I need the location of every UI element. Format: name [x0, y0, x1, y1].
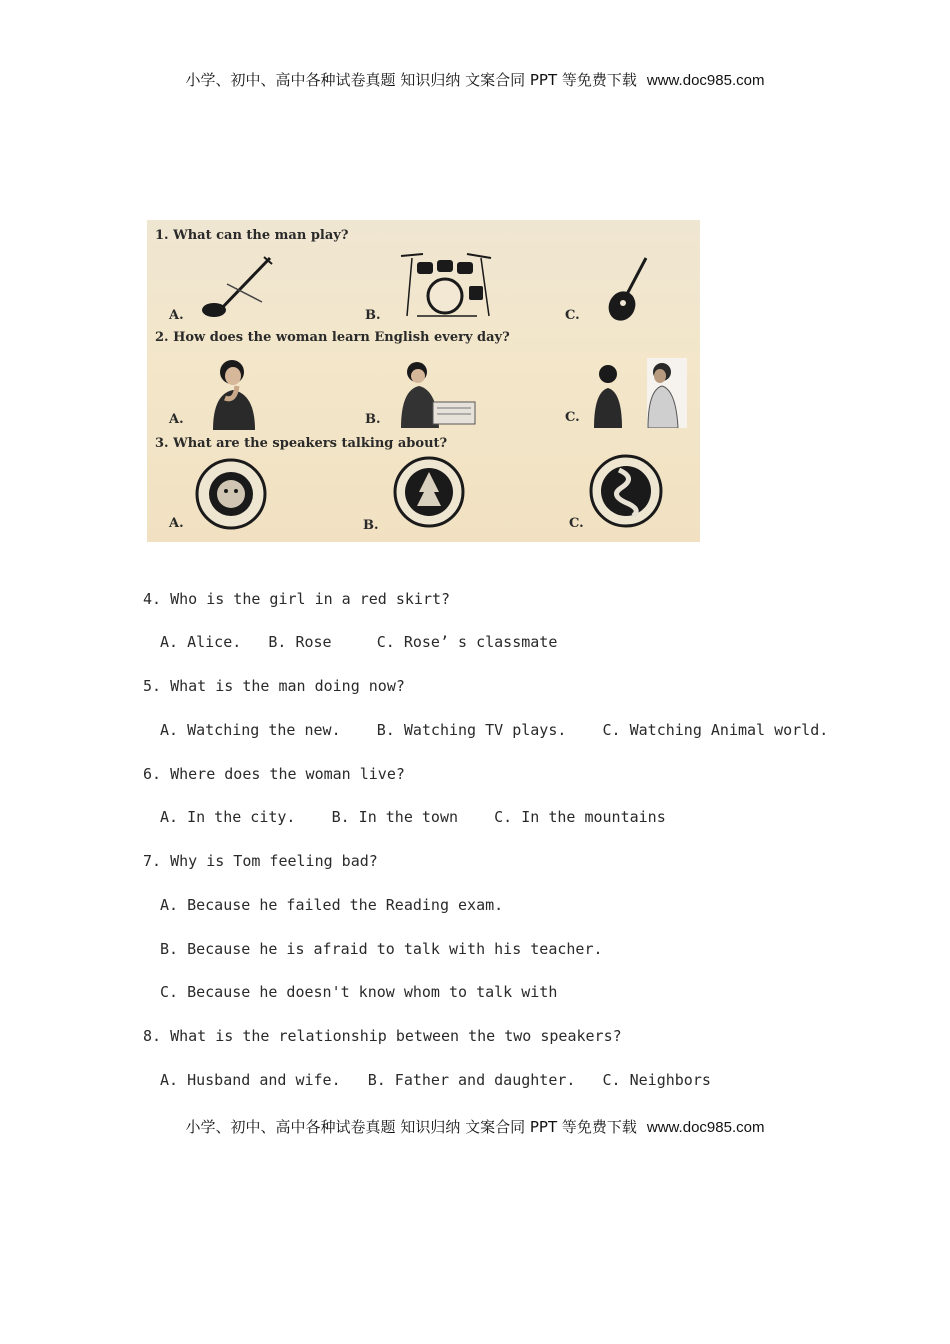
image-q1-option-b: B.	[365, 308, 381, 323]
image-q3-option-c: C.	[569, 516, 584, 531]
image-q3-option-b: B.	[363, 518, 379, 533]
header-text: 小学、初中、高中各种试卷真题 知识归纳 文案合同 PPT 等免费下载	[185, 71, 637, 89]
image-q2-option-c: C.	[565, 410, 580, 425]
animals-seal-icon	[195, 458, 267, 530]
question-4-options: A. Alice. B. Rose C. Rose’ s classmate	[160, 633, 558, 651]
header-url[interactable]: www.doc985.com	[646, 72, 765, 89]
image-q1-option-c: C.	[565, 308, 580, 323]
question-7-option-b: B. Because he is afraid to talk with his teacher.	[160, 940, 603, 958]
question-8-options: A. Husband and wife. B. Father and daughter. C. Neighbors	[160, 1071, 711, 1089]
question-5-options: A. Watching the new. B. Watching TV plays. C. Watching Animal world.	[160, 721, 829, 739]
question-5: 5. What is the man doing now?	[143, 677, 405, 695]
guitar-icon	[602, 256, 652, 326]
image-question-1: 1. What can the man play?	[155, 228, 349, 243]
woman-thinking-icon	[207, 354, 263, 430]
footer-text: 小学、初中、高中各种试卷真题 知识归纳 文案合同 PPT 等免费下载	[185, 1118, 637, 1136]
person-reading-icon	[399, 358, 479, 428]
question-8: 8. What is the relationship between the two speakers?	[143, 1027, 622, 1045]
image-q1-option-a: A.	[169, 308, 184, 323]
drum-kit-icon	[397, 250, 497, 320]
picture-questions-image	[147, 220, 700, 542]
question-7-option-a: A. Because he failed the Reading exam.	[160, 896, 504, 914]
footer-url[interactable]: www.doc985.com	[646, 1119, 765, 1136]
question-6-options: A. In the city. B. In the town C. In the mountains	[160, 808, 666, 826]
image-q2-option-b: B.	[365, 412, 381, 427]
plants-seal-icon	[393, 456, 465, 528]
question-6: 6. Where does the woman live?	[143, 765, 405, 783]
footer-banner	[0, 1116, 950, 1137]
question-4: 4. Who is the girl in a red skirt?	[143, 590, 451, 608]
question-7-option-c: C. Because he doesn't know whom to talk with	[160, 983, 558, 1001]
erhu-icon	[192, 254, 282, 319]
image-q2-option-a: A.	[169, 412, 184, 427]
question-7: 7. Why is Tom feeling bad?	[143, 852, 378, 870]
two-people-talking-icon	[592, 358, 687, 428]
image-question-2: 2. How does the woman learn English every day?	[155, 330, 510, 345]
image-question-3: 3. What are the speakers talking about?	[155, 436, 448, 451]
image-q3-option-a: A.	[169, 516, 184, 531]
rivers-seal-icon	[589, 454, 663, 528]
header-banner	[0, 69, 950, 90]
